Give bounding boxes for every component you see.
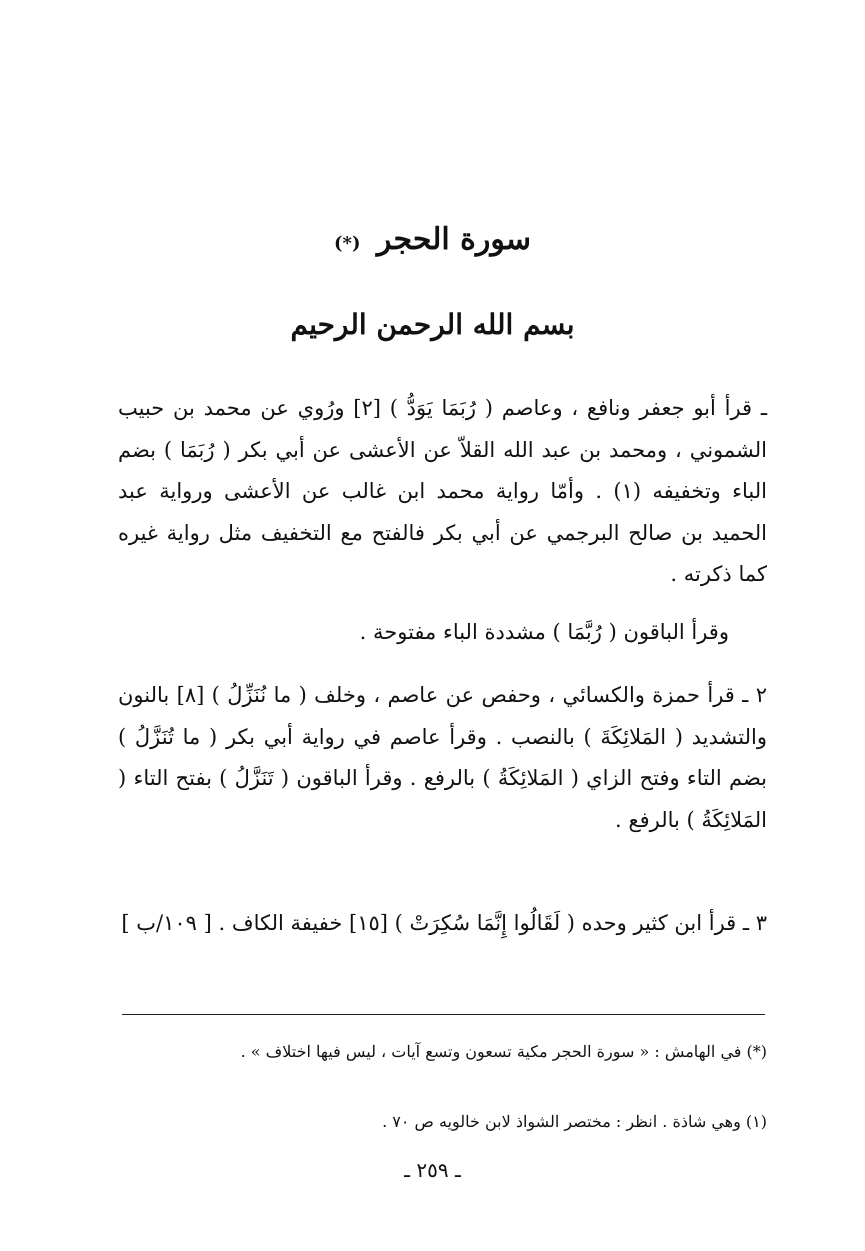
paragraph-remaining-readers: وقرأ الباقون ( رُبَّمَا ) مشددة الباء مفتوحة .	[359, 620, 729, 644]
surah-title-footnote-marker: (*)	[334, 233, 361, 254]
surah-title	[0, 222, 865, 257]
paragraph-verse-8: ٢ ـ قرأ حمزة والكسائي ، وحفص عن عاصم ، وخلف ( ما نُنَزِّلُ ) [٨] بالنون والتشديد ( المَلائِكَةَ ) بالنصب . وقرأ عاصم في رواية أبي بكر ( ما تُنَزَّلُ ) بضم التاء وفتح الزاي ( المَلائِكَةُ ) بالرفع . وقرأ الباقون ( تَنَزَّلُ ) بفتح التاء ( المَلائِكَةُ ) بالرفع .	[118, 683, 767, 832]
page-number: ـ ٢٥٩ ـ	[404, 1158, 461, 1182]
basmala: بسم الله الرحمن الرحيم	[290, 308, 575, 341]
paragraph-verse-15: ٣ ـ قرأ ابن كثير وحده ( لَقَالُوا إِنَّمَا سُكِرَتْ ) [١٥] خفيفة الكاف . [ ١٠٩/ب ]	[121, 911, 767, 935]
surah-title-text: سورة الحجر	[376, 222, 531, 257]
footnote-1: (١) وهي شاذة . انظر : مختصر الشواذ لابن خالويه ص ٧٠ .	[382, 1112, 767, 1131]
paragraph-verse-2: ـ قرأ أبو جعفر ونافع ، وعاصم ( رُبَمَا يَوَدُّ ) [٢] ورُوي عن محمد بن حبيب الشموني ، ومحمد بن عبد الله القلاّ عن الأعشى عن أبي بكر ( رُبَمَا ) بضم الباء وتخفيفه (١) . وأمّا رواية محمد ابن غالب عن الأعشى ورواية عبد الحميد بن صالح البرجمي عن أبي بكر فالفتح مع التخفيف مثل رواية غيره كما ذكرته .	[118, 396, 767, 586]
footnote-separator	[122, 1014, 765, 1015]
footnote-star: (*) في الهامش : « سورة الحجر مكية تسعون وتسع آيات ، ليس فيها اختلاف » .	[240, 1042, 767, 1061]
